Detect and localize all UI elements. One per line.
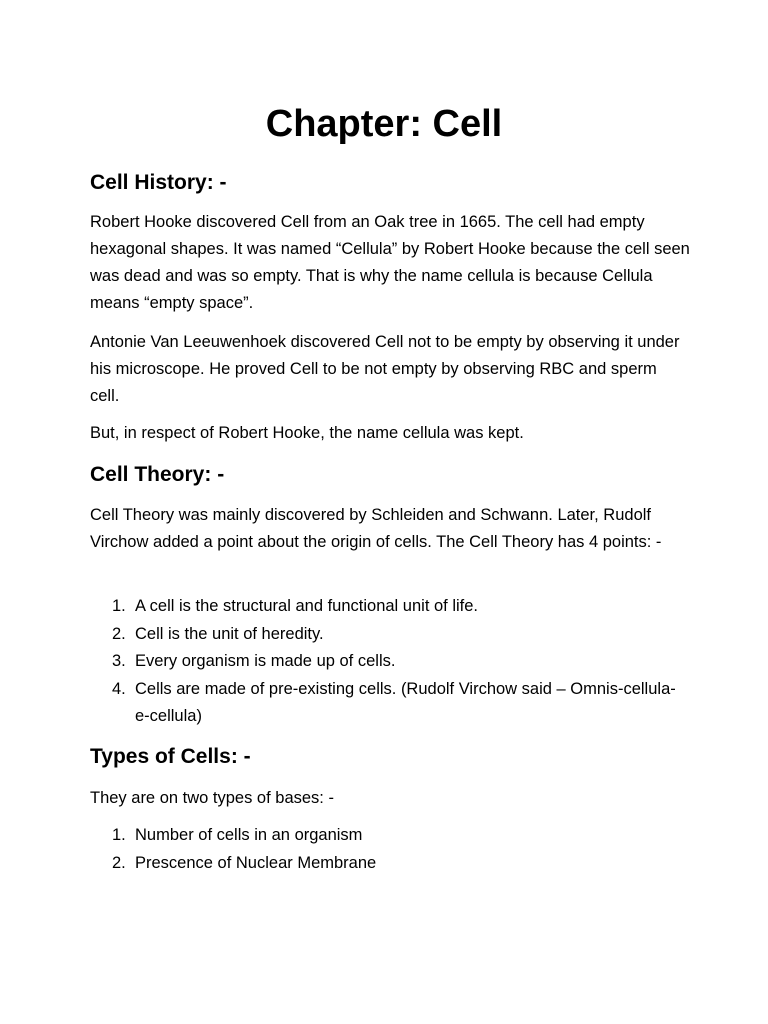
list-text: A cell is the structural and functional unit of life. xyxy=(135,597,479,615)
list-number: 1. xyxy=(112,597,126,615)
list-item xyxy=(90,822,690,850)
list-number: 4. xyxy=(112,679,126,698)
list-text: Cell is the unit of heredity. xyxy=(135,624,324,643)
paragraph-name-kept: But, in respect of Robert Hooke, the name cellula was kept. xyxy=(90,424,524,442)
list-item xyxy=(90,648,690,676)
list-item xyxy=(90,850,690,878)
section-heading-types-of-cells: Types of Cells: - xyxy=(90,745,251,768)
list-text: Every organism is made up of cells. xyxy=(135,652,396,670)
list-text: Number of cells in an organism xyxy=(135,826,363,844)
list-number: 3. xyxy=(112,652,126,670)
section-heading-cell-history: Cell History: - xyxy=(90,171,227,194)
types-bases-list xyxy=(90,822,690,877)
paragraph-leeuwenhoek: Antonie Van Leeuwenhoek discovered Cell not to be empty by observing it under his microscope. He proved Cell to be not empty by observing RBC and sperm cell. xyxy=(90,333,680,405)
paragraph-hooke: Robert Hooke discovered Cell from an Oak tree in 1665. The cell had empty hexagonal shapes. It was named “Cellula” by Robert Hooke because the cell seen was dead and was so empty. That is why the name cellula is because Cellula means “empty space”. xyxy=(90,213,690,312)
section-heading-cell-theory: Cell Theory: - xyxy=(90,463,225,486)
list-text: Prescence of Nuclear Membrane xyxy=(135,853,377,872)
list-number: 1. xyxy=(112,826,126,844)
paragraph-types-bases: They are on two types of bases: - xyxy=(90,789,334,807)
cell-theory-list xyxy=(90,593,690,731)
list-number: 2. xyxy=(112,853,126,872)
list-item xyxy=(90,621,690,649)
chapter-title: Chapter: Cell xyxy=(265,103,503,145)
list-text: Cells are made of pre-existing cells. (Rudolf Virchow said – Omnis-cellula-e-cellula) xyxy=(135,679,676,725)
paragraph-cell-theory: Cell Theory was mainly discovered by Schleiden and Schwann. Later, Rudolf Virchow added a point about the origin of cells. The Cell Theory has 4 points: - xyxy=(90,506,662,551)
list-item xyxy=(90,676,690,731)
list-number: 2. xyxy=(112,624,126,643)
list-item xyxy=(90,593,690,621)
